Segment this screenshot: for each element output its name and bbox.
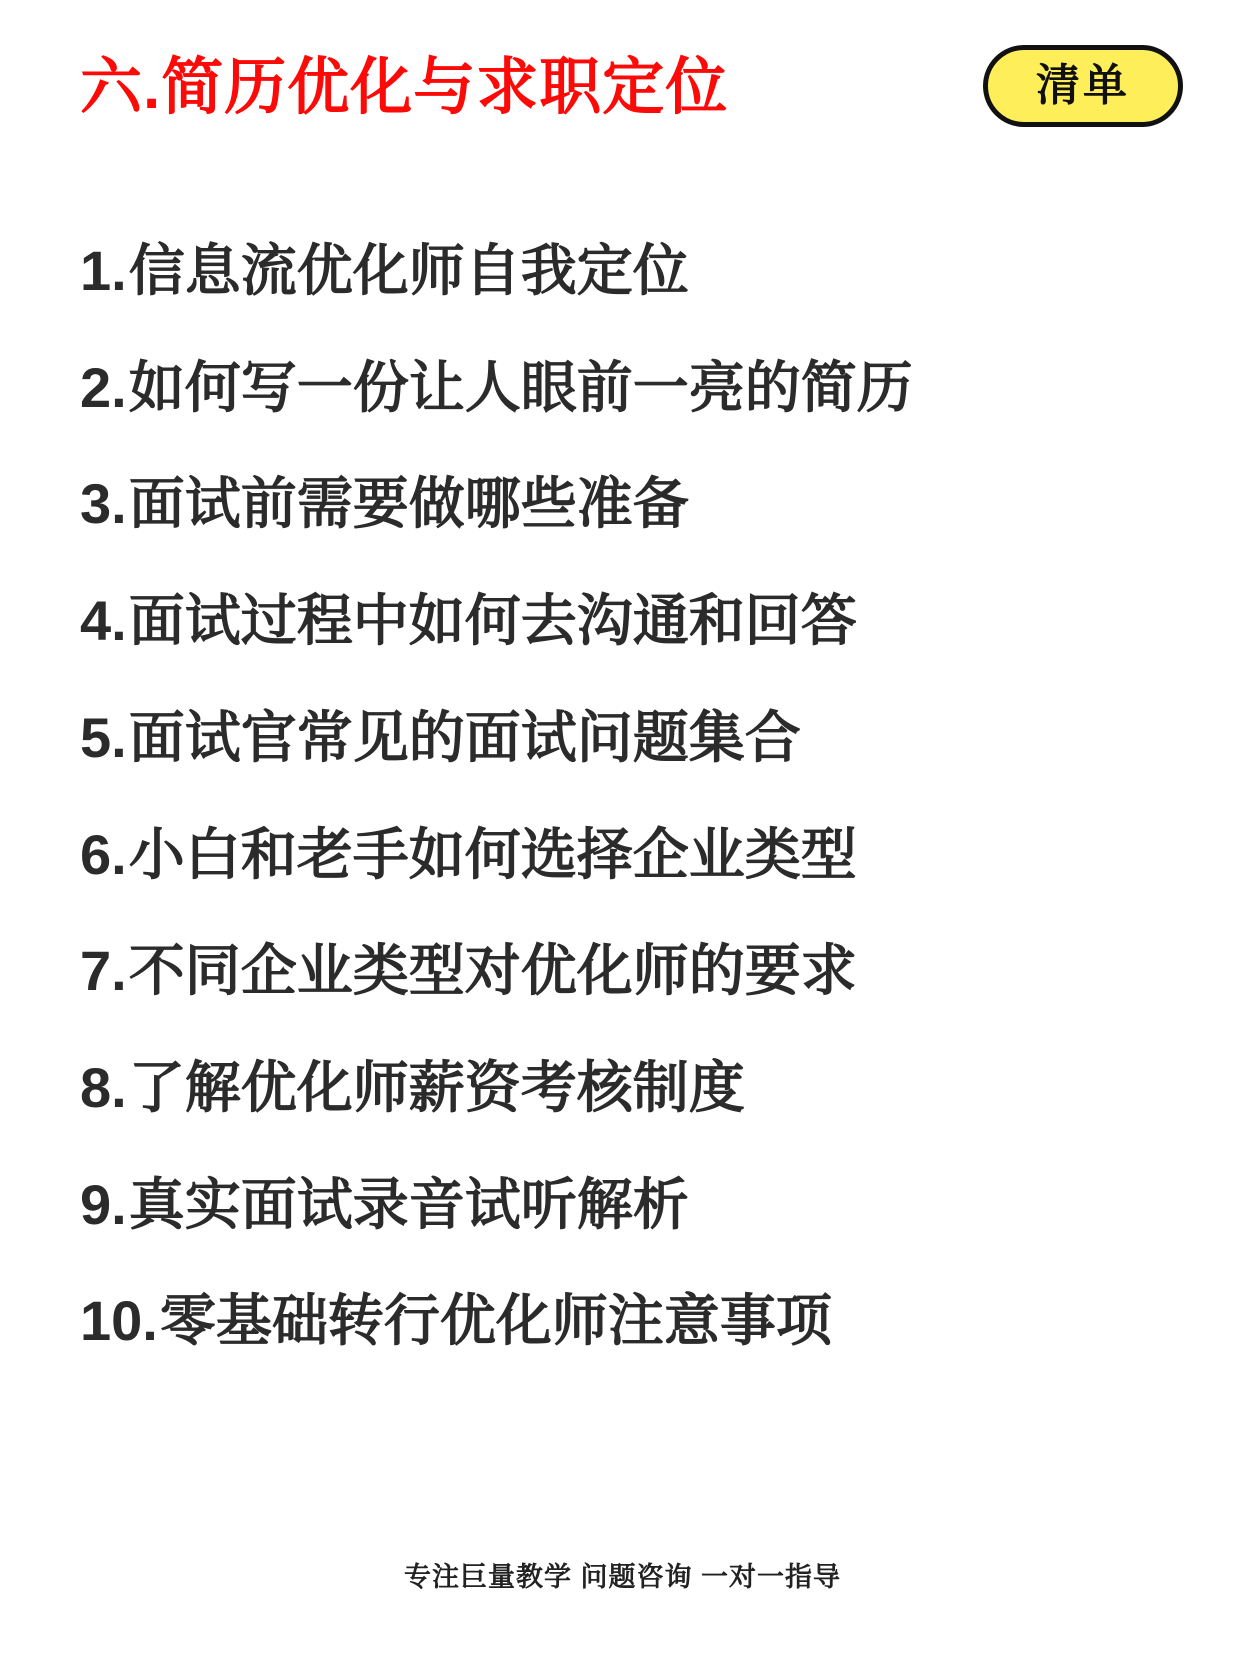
list-item — [0, 473, 1245, 536]
list-item-label: 真实面试录音试听解析 — [128, 1172, 689, 1236]
list-item — [0, 707, 1245, 770]
list-item-index: 6. — [80, 822, 127, 886]
list-item-label: 面试前需要做哪些准备 — [128, 472, 689, 536]
list-item — [0, 240, 1245, 303]
list-item — [0, 940, 1245, 1003]
list-item-index: 3. — [80, 472, 127, 536]
list-item-index: 9. — [80, 1172, 127, 1236]
status-badge-label: 清单 — [1036, 61, 1130, 110]
list-item — [0, 1290, 1245, 1353]
list-item-label: 零基础转行优化师注意事项 — [159, 1289, 832, 1353]
status-badge — [983, 45, 1183, 127]
list-item-index: 2. — [80, 355, 127, 419]
list-item-index: 10. — [80, 1289, 158, 1353]
list-item — [0, 1057, 1245, 1120]
list-item-label: 面试过程中如何去沟通和回答 — [128, 589, 857, 653]
list-item — [0, 1174, 1245, 1237]
list-item-label: 了解优化师薪资考核制度 — [128, 1056, 745, 1120]
list-item-index: 5. — [80, 705, 127, 769]
list-item-label: 如何写一份让人眼前一亮的简历 — [128, 355, 913, 419]
list-item-label: 小白和老手如何选择企业类型 — [128, 822, 857, 886]
list-item-index: 8. — [80, 1056, 127, 1120]
page-title: 六.简历优化与求职定位 — [80, 52, 729, 122]
list-item-index: 7. — [80, 939, 127, 1003]
list-item — [0, 824, 1245, 887]
footer-text: 专注巨量教学 问题咨询 一对一指导 — [403, 1562, 841, 1592]
list-item — [0, 590, 1245, 653]
list-item-label: 面试官常见的面试问题集合 — [128, 705, 801, 769]
list-item-label: 信息流优化师自我定位 — [128, 239, 689, 302]
list-item — [0, 357, 1245, 420]
list-item-label: 不同企业类型对优化师的要求 — [128, 939, 857, 1003]
list-item-index: 4. — [80, 589, 127, 653]
list-item-index: 1. — [80, 239, 127, 302]
topic-list — [0, 240, 1245, 1407]
page-header — [0, 0, 1245, 120]
